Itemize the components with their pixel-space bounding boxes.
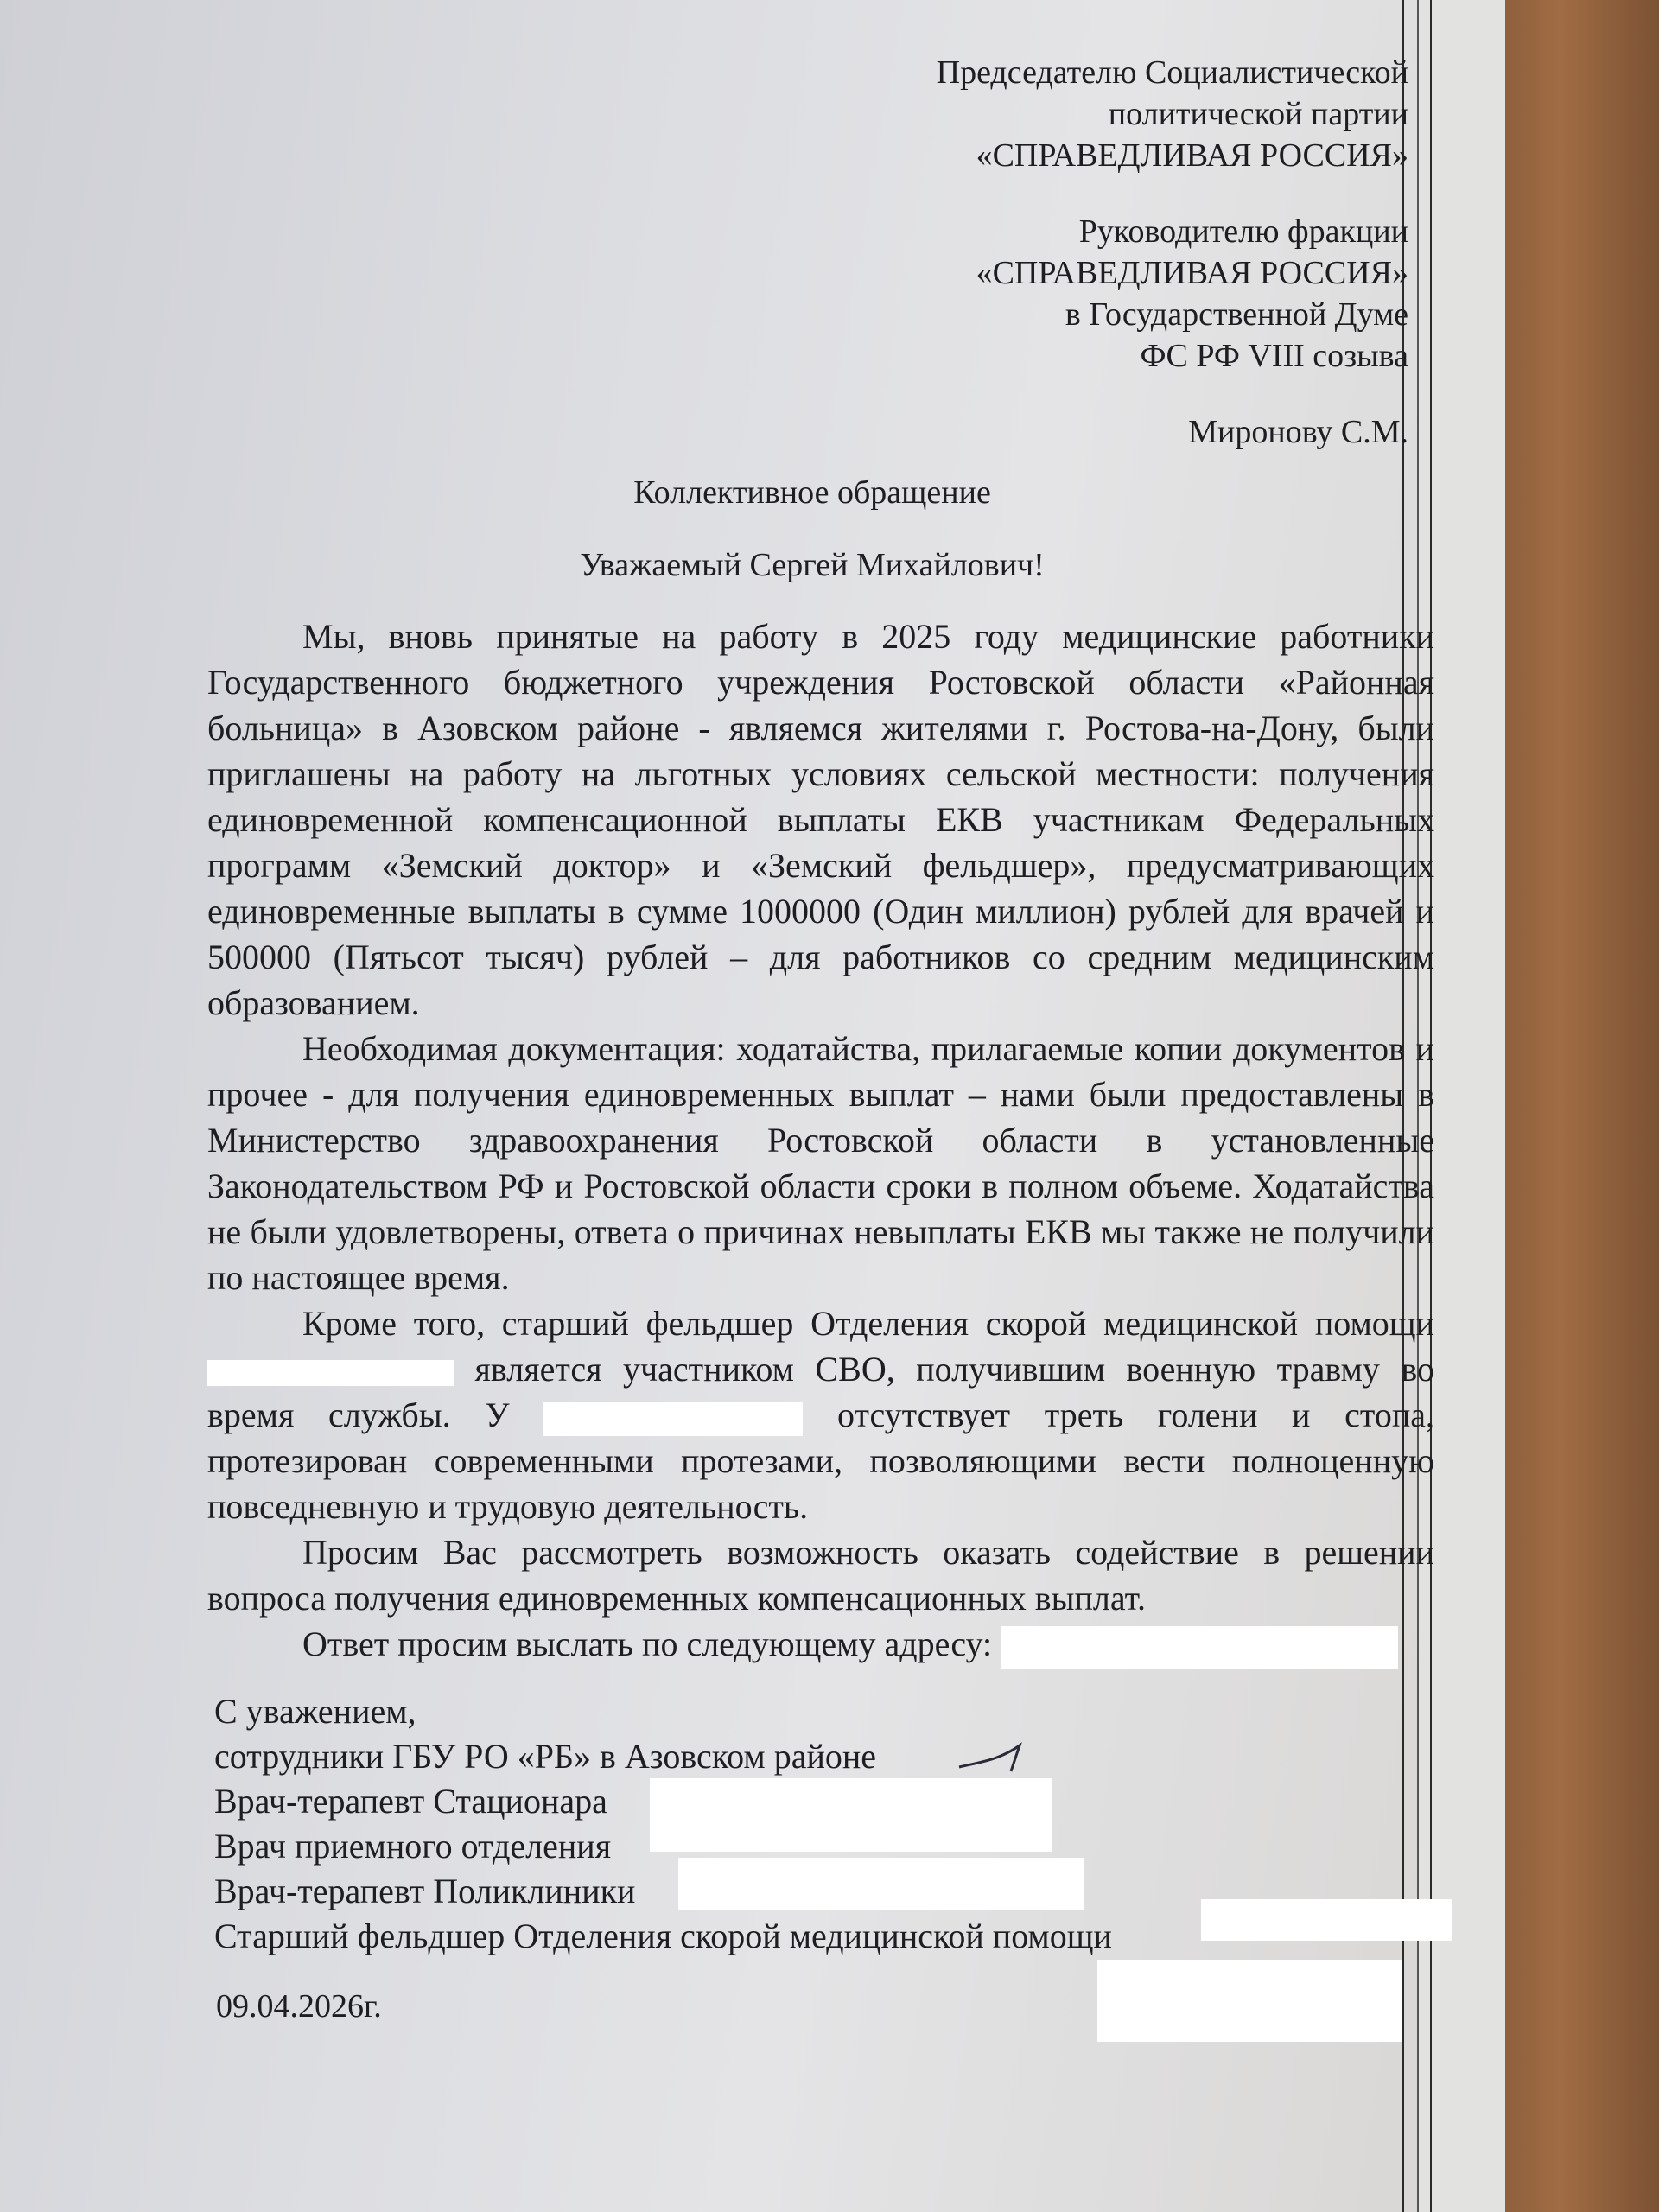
addressee-block <box>631 52 1408 453</box>
signatory-organization: сотрудники ГБУ РО «РБ» в Азовском районе <box>214 1737 877 1776</box>
addressee-faction-line2: «СПРАВЕДЛИВАЯ РОССИЯ» <box>976 255 1408 291</box>
redacted-address <box>1001 1626 1398 1669</box>
addressee-chair-line3: «СПРАВЕДЛИВАЯ РОССИЯ» <box>976 137 1408 174</box>
redacted-name-2 <box>543 1402 803 1436</box>
signatory-role-1: Врач-терапевт Стационара <box>214 1782 607 1821</box>
redacted-signature-4 <box>1097 1960 1402 2042</box>
signatory-role-2: Врач приемного отделения <box>214 1827 612 1866</box>
addressee-faction-line3: в Государственной Думе <box>1065 296 1408 333</box>
redacted-signature-3 <box>1201 1899 1452 1941</box>
greeting: Уважаемый Сергей Михайлович! <box>580 547 1045 583</box>
document-date: 09.04.2026г. <box>216 1988 382 2024</box>
table-surface <box>1495 0 1659 2212</box>
paragraph-5 <box>207 1621 1434 1669</box>
paragraph-3-part-a: Кроме того, старший фельдшер Отделения скорой медицинской помощи <box>302 1304 1434 1343</box>
signature-mark <box>950 1728 1037 1780</box>
addressee-chair-line1: Председателю Социалистической <box>936 54 1408 91</box>
paragraph-5-text: Ответ просим выслать по следующему адресу: <box>302 1624 993 1663</box>
paragraph-3-part-b: является участником СВО, получившим военную травму во время службы. У <box>207 1350 1434 1434</box>
letter-body <box>207 613 1434 1669</box>
recipient-name: Миронову С.М. <box>1188 414 1408 450</box>
paragraph-4: Просим Вас рассмотреть возможность оказать содействие в решении вопроса получения единовременных компенсационных выплат. <box>207 1533 1434 1618</box>
signatory-role-4: Старший фельдшер Отделения скорой медицинской помощи <box>214 1916 1112 1955</box>
redacted-signature-1 <box>650 1778 1052 1852</box>
paragraph-1: Мы, вновь принятые на работу в 2025 году медицинские работники Государственного бюджетного учреждения Ростовской области «Районная больница» в Азовском районе - являемся жителями г. Ростова-на-Дону, были приглашены на работу на льготных условиях сельской местности: получения единовременной компенсационной выплаты ЕКВ участникам Федеральных программ «Земский доктор» и «Земский фельдшер», предусматривающих единовременные выплаты в сумме 1000000 (Один миллион) рублей для врачей и 500000 (Пятьсот тысяч) рублей – для работников со средним медицинским образованием. <box>207 617 1434 1022</box>
addressee-chair-line2: политической партии <box>1108 96 1408 132</box>
paragraph-2: Необходимая документация: ходатайства, прилагаемые копии документов и прочее - для получения единовременных выплат – нами были предоставлены в Министерство здравоохранения Ростовской области в установленные Законодательством РФ и Ростовской области сроки в полном объеме. Ходатайства не были удовлетворены, ответа о причинах невыплаты ЕКВ мы также не получили по настоящее время. <box>207 1029 1434 1297</box>
addressee-faction-line4: ФС РФ VIII созыва <box>1140 338 1408 374</box>
redacted-signature-2 <box>678 1858 1084 1910</box>
document-title: Коллективное обращение <box>633 474 991 511</box>
paragraph-3 <box>207 1300 1434 1529</box>
addressee-faction-line1: Руководителю фракции <box>1078 213 1408 250</box>
paragraph-3-part-c: отсутствует треть голени и стопа, протезирован современными протезами, позволяющими вести полноценную повседневную и трудовую деятельность. <box>207 1395 1435 1526</box>
closing: С уважением, <box>214 1692 416 1731</box>
signatory-role-3: Врач-терапевт Поликлиники <box>214 1872 636 1910</box>
redacted-name-1 <box>207 1360 454 1386</box>
